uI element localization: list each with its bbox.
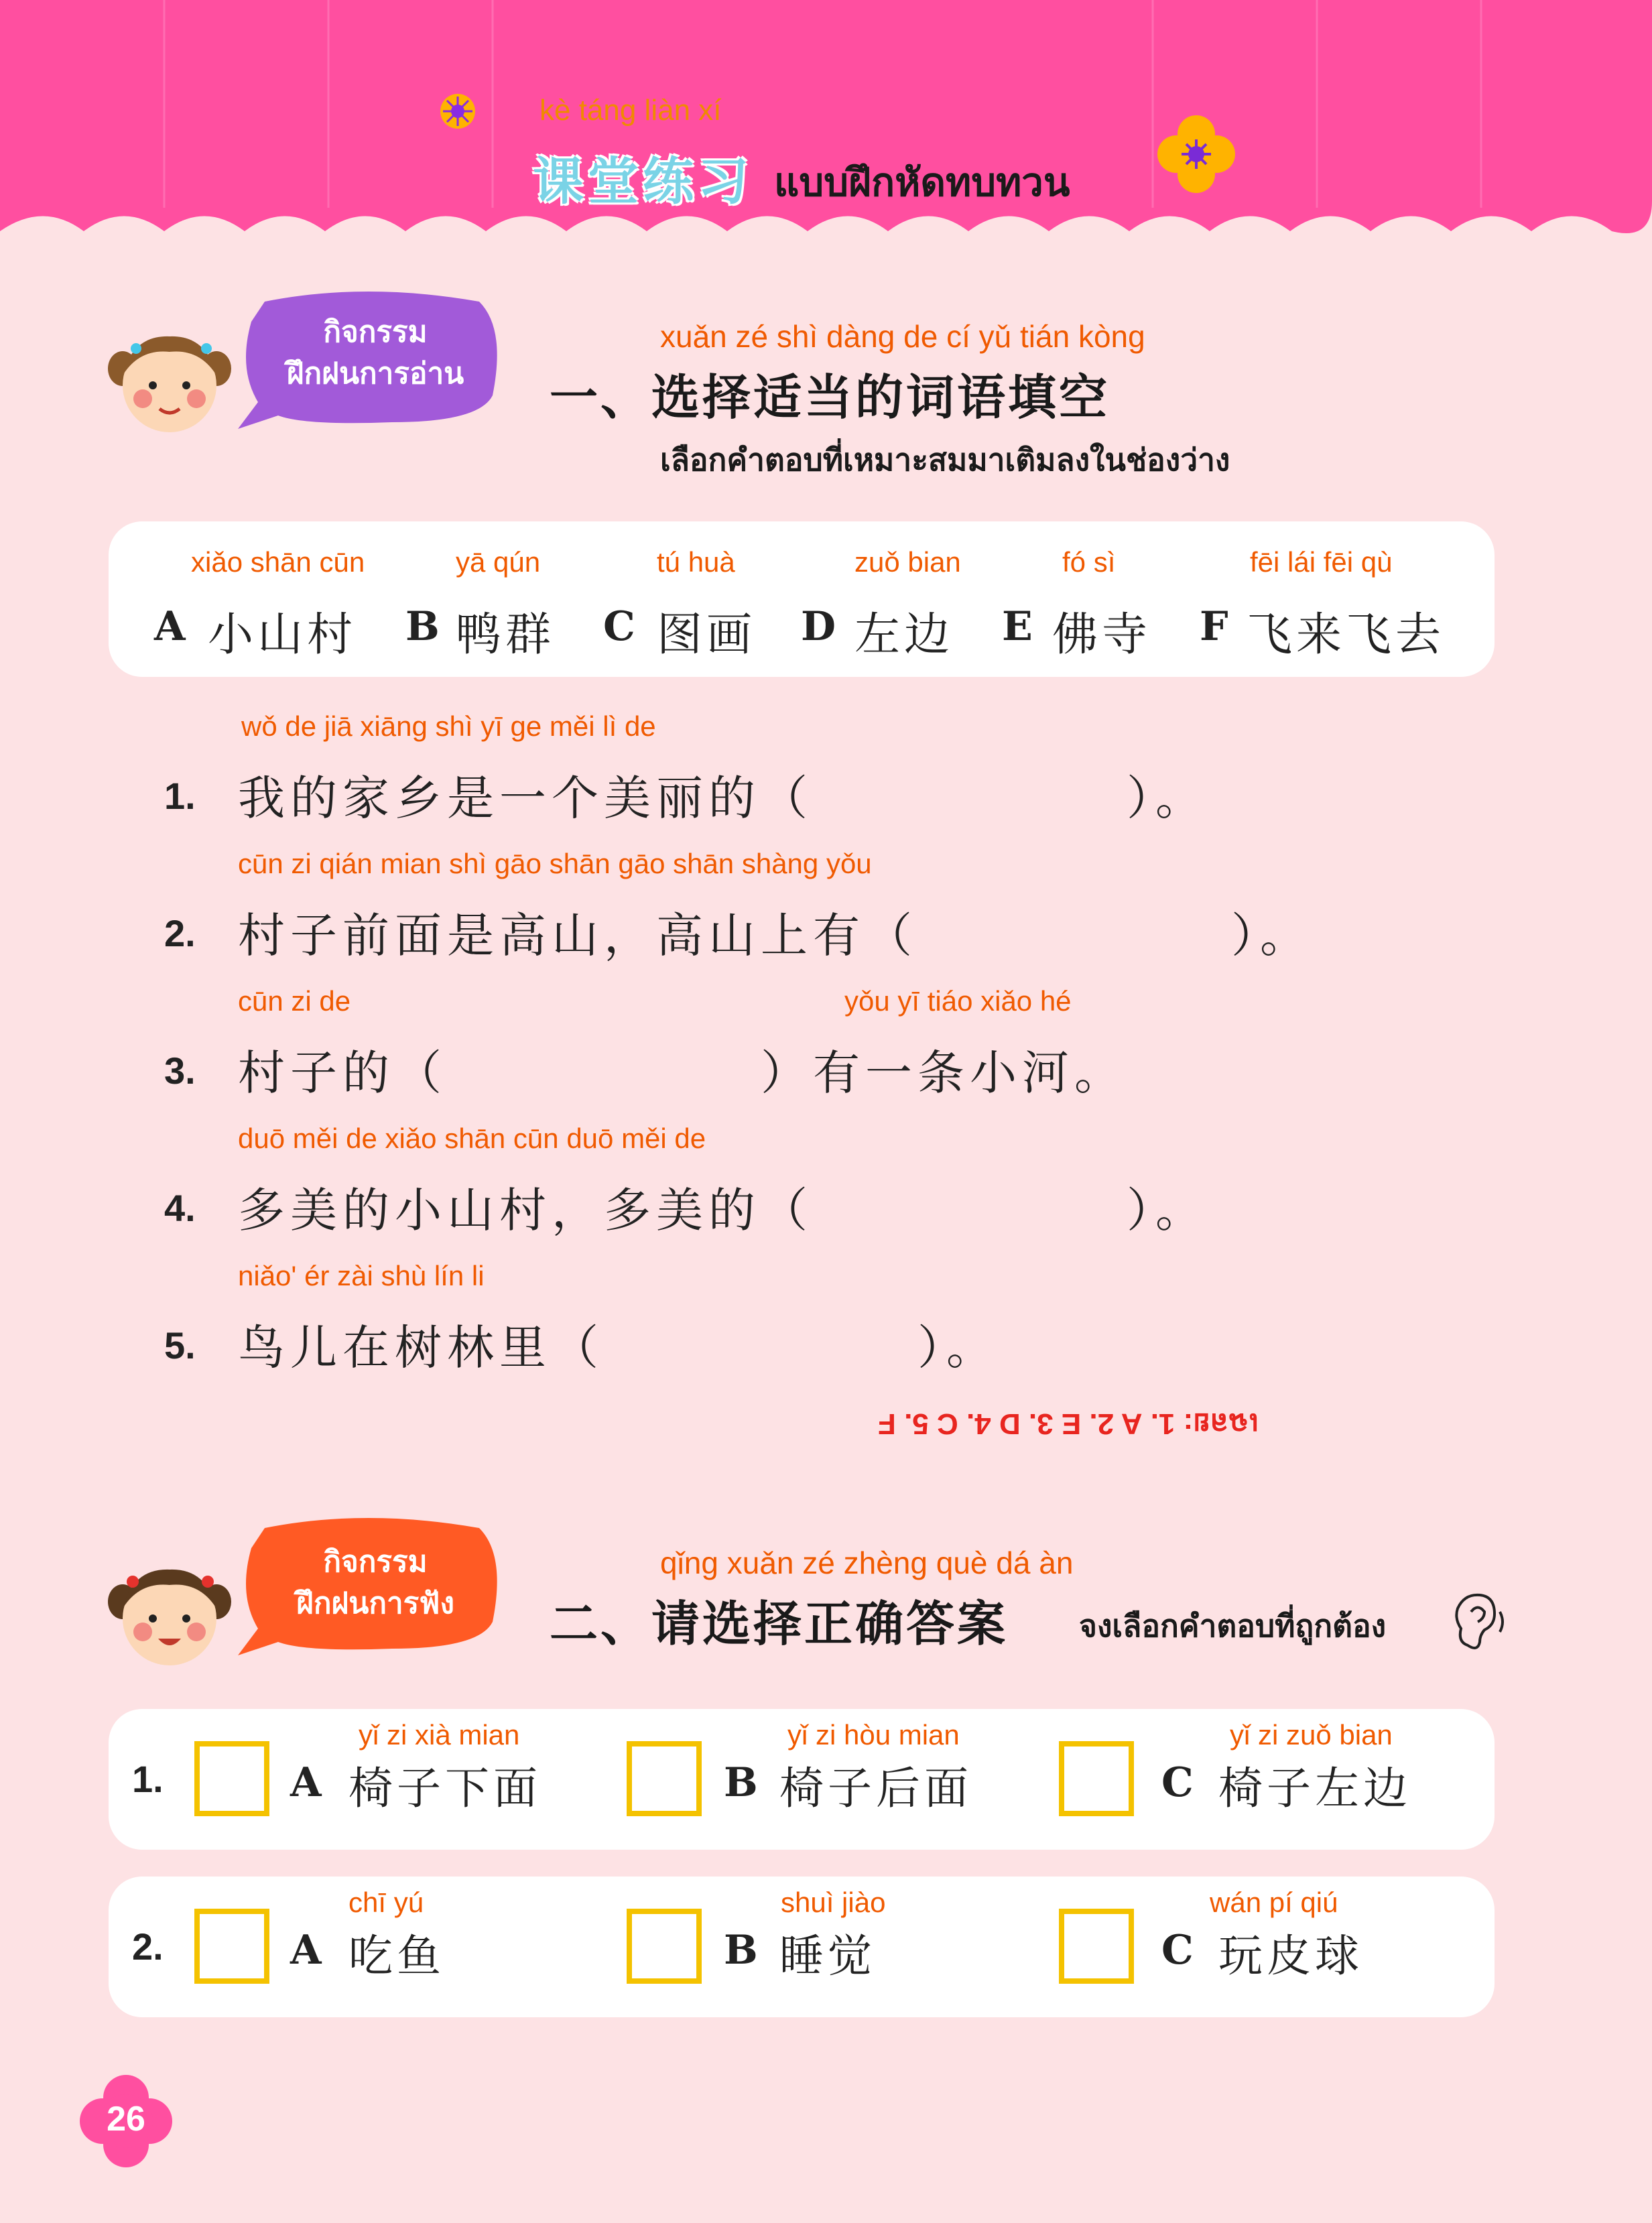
choice-word: 椅子左边	[1218, 1763, 1411, 1814]
word-options-list	[154, 546, 1495, 667]
question-number: 2.	[164, 912, 196, 954]
section1-title: 一、选择适当的词语填空	[550, 369, 1110, 426]
option-pinyin: fó sì	[1062, 546, 1116, 578]
option-word: 佛寺	[1052, 609, 1152, 661]
answer-key-upside-down: เฉลย: 1. A 2. E 3. D 4. C 5. F	[878, 1407, 1259, 1440]
choice-word: 椅子下面	[348, 1763, 542, 1814]
choice-letter: A	[290, 1759, 322, 1806]
listening-item-number: 2.	[132, 1925, 164, 1968]
question-text[interactable]: 鸟儿在树林里（ ）。	[238, 1320, 999, 1375]
question-pinyin: niǎo' ér zài shù lín li	[238, 1260, 485, 1291]
answer-checkbox[interactable]	[194, 1741, 269, 1816]
choice-letter: C	[1161, 1927, 1194, 1974]
section2-pinyin: qǐng xuǎn zé zhèng què dá àn	[660, 1545, 1074, 1580]
option-word: 左边	[854, 609, 954, 661]
choice-word: 吃鱼	[348, 1930, 445, 1982]
question-pinyin: cūn zi qián mian shì gāo shān gāo shān shàng yǒu	[238, 848, 872, 879]
option-letter: F	[1200, 603, 1228, 650]
header-pinyin: kè táng liàn xí	[539, 94, 722, 127]
listening-item-number: 1.	[132, 1758, 164, 1800]
question-pinyin: yǒu yī tiáo xiǎo hé	[844, 985, 1072, 1017]
option-pinyin: zuǒ bian	[854, 546, 961, 578]
header-title-cn: 课堂练习	[533, 151, 753, 211]
option-pinyin: yā qún	[456, 546, 541, 578]
choice-word: 睡觉	[779, 1930, 876, 1982]
answer-checkbox[interactable]	[627, 1741, 702, 1816]
choice-pinyin: yǐ zi zuǒ bian	[1230, 1719, 1393, 1751]
choice-letter: C	[1161, 1759, 1194, 1806]
choice-pinyin: chī yú	[348, 1887, 424, 1918]
question-pinyin: cūn zi de	[238, 985, 351, 1017]
option-letter: A	[154, 603, 186, 650]
section1-pinyin: xuǎn zé shì dàng de cí yǔ tián kòng	[660, 319, 1145, 354]
question-number: 3.	[164, 1050, 196, 1092]
question-text[interactable]: 村子的（ ）有一条小河。	[238, 1045, 1127, 1100]
reading-badge-text: กิจกรรม ฝึกฝนการอ่าน	[286, 316, 464, 390]
choice-pinyin: yǐ zi hòu mian	[787, 1719, 960, 1751]
section2-title: 二、请选择正确答案	[550, 1595, 1009, 1652]
choice-pinyin: yǐ zi xià mian	[359, 1719, 520, 1751]
header-title-th: แบบฝึกหัดทบทวน	[774, 161, 1070, 204]
option-letter: D	[801, 603, 836, 650]
option-word: 小山村	[208, 609, 357, 661]
option-pinyin: fēi lái fēi qù	[1250, 546, 1393, 578]
listening-badge-text: กิจกรรม ฝึกฝนการฟัง	[296, 1545, 454, 1620]
answer-checkbox[interactable]	[627, 1909, 702, 1984]
question-pinyin: wǒ de jiā xiāng shì yī ge měi lì de	[241, 710, 656, 742]
answer-checkbox[interactable]	[1059, 1741, 1134, 1816]
question-text[interactable]: 村子前面是高山，高山上有（ ）。	[238, 908, 1312, 963]
answer-checkbox[interactable]	[194, 1909, 269, 1984]
girl-avatar-icon	[106, 322, 233, 436]
section1-subtitle: เลือกคำตอบที่เหมาะสมมาเติมลงในช่องว่าง	[660, 442, 1230, 477]
question-number: 4.	[164, 1187, 196, 1229]
fill-blank-questions	[164, 710, 1438, 1381]
choice-letter: A	[290, 1927, 322, 1974]
choice-word: 玩皮球	[1218, 1930, 1363, 1982]
choice-pinyin: wán pí qiú	[1210, 1887, 1338, 1918]
page-header	[0, 0, 1652, 241]
question-pinyin: duō měi de xiǎo shān cūn duō měi de	[238, 1123, 706, 1154]
choice-letter: B	[724, 1759, 758, 1806]
flower-large-icon	[1156, 114, 1236, 194]
page-number: 26	[107, 2100, 145, 2139]
question-text[interactable]: 多美的小山村，多美的（ ）。	[238, 1183, 1208, 1238]
option-pinyin: tú huà	[657, 546, 735, 578]
section2-subtitle: จงเลือกคำตอบที่ถูกต้อง	[1079, 1608, 1387, 1643]
option-word: 飞来飞去	[1247, 609, 1446, 661]
question-number: 5.	[164, 1324, 196, 1367]
option-letter: E	[1002, 603, 1033, 650]
answer-checkbox[interactable]	[1059, 1909, 1134, 1984]
option-letter: B	[405, 603, 440, 650]
flower-small-icon	[439, 92, 476, 130]
choice-pinyin: shuì jiào	[781, 1887, 886, 1918]
option-word: 图画	[657, 609, 757, 661]
option-word: 鸭群	[456, 609, 556, 661]
question-number: 1.	[164, 775, 196, 817]
option-letter: C	[603, 603, 635, 650]
option-pinyin: xiǎo shān cūn	[191, 546, 365, 578]
ear-icon	[1448, 1588, 1508, 1655]
girl-avatar-icon	[106, 1555, 233, 1669]
choice-letter: B	[724, 1927, 758, 1974]
question-text[interactable]: 我的家乡是一个美丽的（ ）。	[238, 771, 1208, 826]
choice-word: 椅子后面	[779, 1763, 972, 1814]
